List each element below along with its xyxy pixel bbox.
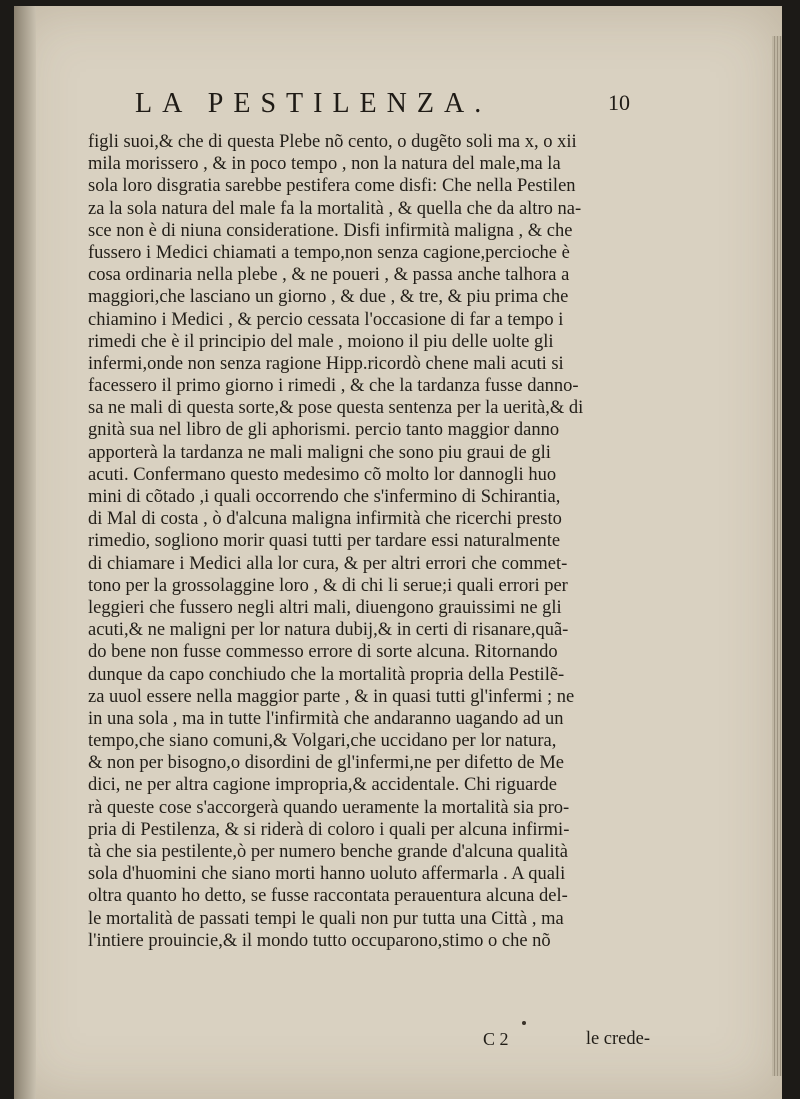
text-line: sa ne mali di questa sorte,& pose questa sentenza per la uerità,& di xyxy=(88,398,584,419)
ink-spot xyxy=(522,1021,526,1025)
text-line: sola loro disgratia sarebbe pestifera come disfi: Che nella Pestilen xyxy=(88,176,576,197)
page-header xyxy=(135,88,630,118)
text-line: sce non è di niuna consideratione. Disfi infirmità maligna , & che xyxy=(88,220,573,241)
text-line: apporterà la tardanza ne mali maligni che sono piu graui de gli xyxy=(88,442,551,463)
text-line: dici, ne per altra cagione impropria,& accidentale. Chi riguarde xyxy=(88,775,557,796)
text-line: dunque da capo conchiudo che la mortalità propria della Pestilẽ- xyxy=(88,664,565,685)
text-line: fussero i Medici chiamati a tempo,non senza cagione,percioche è xyxy=(88,242,570,263)
signature-mark: C 2 xyxy=(483,1029,509,1049)
text-line: oltra quanto ho detto, se fusse raccontata perauentura alcuna del- xyxy=(88,886,568,907)
text-line: chiamino i Medici , & percio cessata l'occasione di far a tempo i xyxy=(88,309,564,330)
body-text xyxy=(88,131,648,952)
text-line: gnità sua nel libro de gli aphorismi. percio tanto maggior danno xyxy=(88,420,560,441)
text-line: mila morissero , & in poco tempo , non la natura del male,ma la xyxy=(88,154,561,175)
text-line: & non per bisogno,o disordini de gl'infermi,ne per difetto de Me xyxy=(88,753,565,774)
page-fore-edge xyxy=(772,36,782,1076)
text-line: di chiamare i Medici alla lor cura, & per altri errori che commet- xyxy=(88,553,568,574)
text-line: acuti,& ne maligni per lor natura dubij,& in certi di risanare,quã- xyxy=(88,620,569,641)
text-line: rimedi che è il principio del male , moiono il piu delle uolte gli xyxy=(88,331,554,352)
text-line: mini di cõtado ,i quali occorrendo che s'infermino di Schirantia, xyxy=(88,487,561,507)
text-line: rimedio, sogliono morir quasi tutti per tardare essi naturalmente xyxy=(88,531,561,552)
text-line: tà che sia pestilente,ò per numero benche grande d'alcuna qualità xyxy=(88,842,569,862)
text-line: leggieri che fussero negli altri mali, diuengono grauissimi ne gli xyxy=(88,597,562,618)
text-line: in una sola , ma in tutte l'infirmità che andaranno uagando ad un xyxy=(88,708,564,729)
text-line: cosa ordinaria nella plebe , & ne poueri , & passa anche talhora a xyxy=(88,265,570,286)
text-line: rà queste cose s'accorgerà quando ueramente la mortalità sia pro- xyxy=(88,797,570,818)
text-line: tono per la grossolaggine loro , & di chi li serue;i quali errori per xyxy=(88,575,568,596)
text-line: figli suoi,& che di questa Plebe nõ cento, o dugẽto soli ma x, o xii xyxy=(88,132,577,152)
text-line: za uuol essere nella maggior parte , & in quasi tutti gl'infermi ; ne xyxy=(88,686,575,707)
text-line: infermi,onde non senza ragione Hipp.ricordò chene mali acuti si xyxy=(88,353,564,374)
text-line: do bene non fusse commesso errore di sorte alcuna. Ritornando xyxy=(88,642,558,663)
text-line: pria di Pestilenza, & si riderà di coloro i quali per alcuna infirmi- xyxy=(88,819,570,840)
text-line: maggiori,che lasciano un giorno , & due , & tre, & piu prima che xyxy=(88,287,569,308)
text-line: tempo,che siano comuni,& Volgari,che uccidano per lor natura, xyxy=(88,731,557,752)
binding-gutter xyxy=(14,6,36,1099)
text-line: facessero il primo giorno i rimedi , & che la tardanza fusse danno- xyxy=(88,376,579,397)
page-footer xyxy=(88,1029,650,1051)
catchword: le crede- xyxy=(585,1029,650,1049)
text-line: za la sola natura del male fa la mortalità , & quella che da altro na- xyxy=(88,198,582,219)
text-line: sola d'huomini che siano morti hanno uoluto affermarla . A quali xyxy=(88,864,566,885)
running-title: LA PESTILENZA. xyxy=(135,88,492,119)
text-line: le mortalità de passati tempi le quali non pur tutta una Città , ma xyxy=(88,908,564,929)
page-number: 10 xyxy=(608,90,630,115)
text-line: acuti. Confermano questo medesimo cõ molto lor dannogli huo xyxy=(88,464,557,485)
text-line: di Mal di costa , ò d'alcuna maligna infirmità che ricerchi presto xyxy=(88,509,562,530)
text-line: l'intiere prouincie,& il mondo tutto occuparono,stimo o che nõ xyxy=(88,930,551,951)
